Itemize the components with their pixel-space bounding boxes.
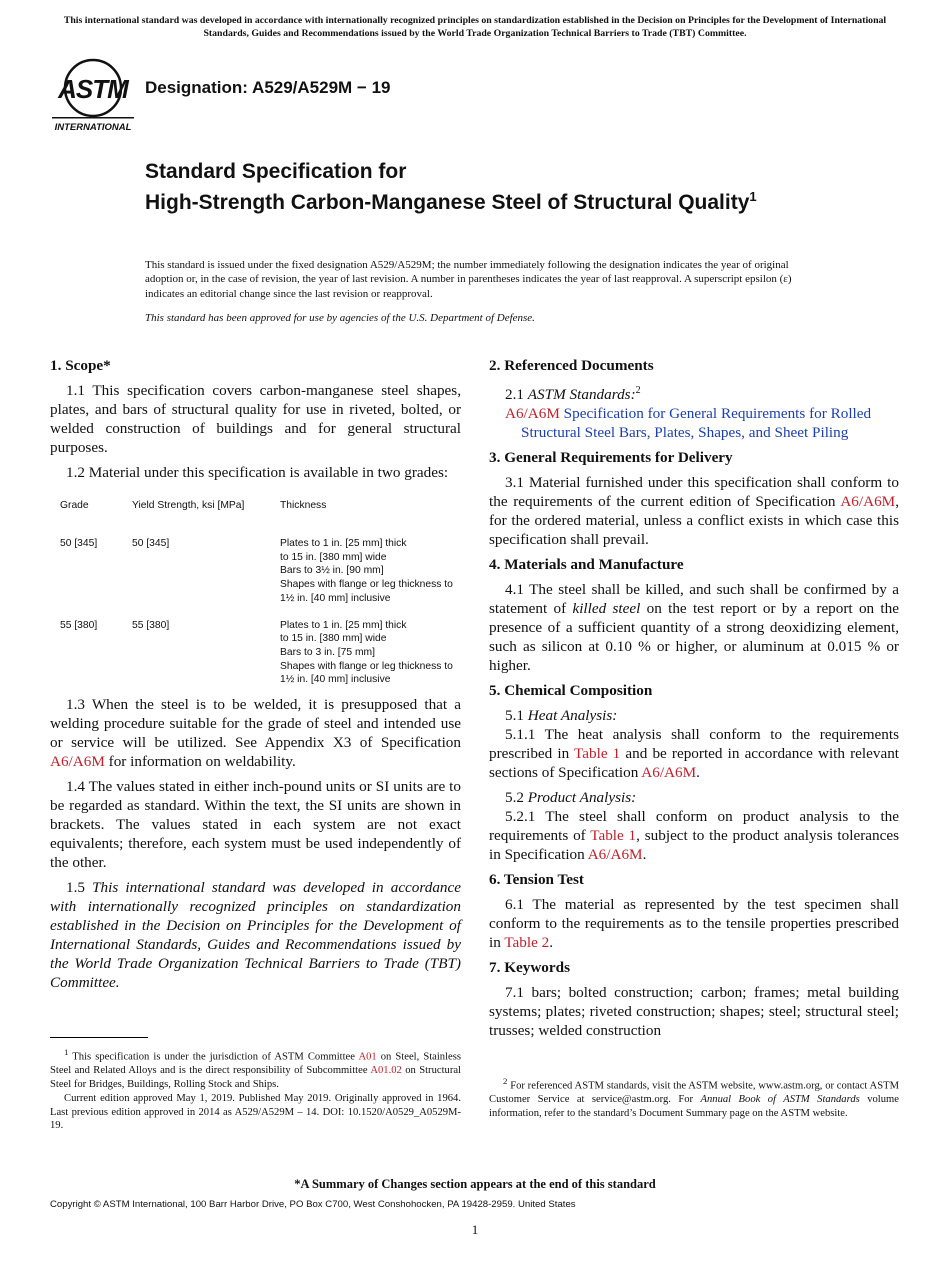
- logo-letters: ASTM: [58, 74, 128, 104]
- copyright-line: Copyright © ASTM International, 100 Barr Harbor Drive, PO Box C700, West Conshohocken, PA 19428-2959. United States: [50, 1199, 576, 1210]
- para-1-3: 1.3 When the steel is to be welded, it is presupposed that a welding procedure suitable for the grade of steel and intended use or service will be utilized. See Appendix X3 of Specification A6/A6M for information on weldability.: [50, 696, 461, 771]
- para-5-2-1: 5.2.1 The steel shall conform on product analysis to the requirements of Table 1, subject to the product analysis tolerances in Specification A6/A6M.: [489, 808, 899, 864]
- footnote-1: $^1$ This specification is under the jurisdiction of ASTM Committee A01 on Steel, Stainless Steel and Related Alloys and is the direct responsibility of Subcommittee A01.02 on Structural Steel for Bridges, Buildings, Rolling Stock and Ships.: [50, 1047, 461, 1090]
- table-row: [50, 524, 461, 606]
- para-2-1: 2.1 ASTM Standards:$^2$: [505, 385, 641, 404]
- table-header-row: [50, 488, 461, 524]
- astm-logo: [52, 57, 134, 135]
- row2-thickness: Plates to 1 in. [25 mm] thick to 15 in. [380 mm] wide Bars to 3 in. [75 mm] Shapes with flange or leg thickness to 1½ in. [40 mm] inclusive: [280, 619, 453, 686]
- document-title: [145, 160, 785, 215]
- grades-table: [50, 488, 461, 687]
- link-table-2[interactable]: Table 2: [504, 934, 550, 952]
- top-standards-note: This international standard was developed in accordance with internationally recognized principles on standardization established in the Decision on Principles for the Development of International Standards, Guides and Recommendations issued by the World Trade Organization Technical Barriers to Trade (TBT) Committee.: [63, 15, 887, 39]
- para-3-1: 3.1 Material furnished under this specification shall conform to the requirements of the current edition of Specification A6/A6M, for the ordered material, unless a conflict exists in which case this specification shall prevail.: [489, 474, 899, 549]
- para-4-1: 4.1 The steel shall be killed, and such shall be confirmed by a statement of killed steel on the test report or by a report on the presence of a sufficient quantity of a strong deoxidizing element, such as silicon at 0.10 % or higher, or aluminum at 0.015 % or higher.: [489, 581, 899, 675]
- right-column: [489, 356, 899, 1046]
- para-1-1: 1.1 This specification covers carbon-manganese steel shapes, plates, and bars of structural quality for use in riveted, bolted, or welded construction of buildings and for general structural purposes.: [50, 382, 461, 456]
- row2-yield: 55 [380]: [132, 619, 170, 631]
- row1-grade: 50 [345]: [60, 538, 98, 549]
- para-5-1-1: 5.1.1 The heat analysis shall conform to the requirements prescribed in Table 1 and be reported in accordance with relevant sections of Specification A6/A6M.: [489, 726, 900, 782]
- std-title-link[interactable]: Specification for General Requirements for Rolled Structural Steel Bars, Plates, Shapes, and Sheet Piling: [521, 405, 872, 442]
- para-1-2: 1.2 Material under this specification is available in two grades:: [66, 464, 449, 481]
- heading-tension-test: 6. Tension Test: [489, 871, 584, 889]
- link-table-1[interactable]: Table 1: [590, 827, 637, 845]
- title-line-1: Standard Specification for: [145, 160, 407, 183]
- designation: Designation: A529/A529M − 19: [145, 78, 391, 97]
- heading-general-requirements: 3. General Requirements for Delivery: [489, 449, 733, 467]
- left-column: [50, 356, 461, 998]
- heading-keywords: 7. Keywords: [489, 959, 570, 977]
- heading-referenced-documents: 2. Referenced Documents: [489, 357, 654, 374]
- link-subcommittee-a01-02[interactable]: A01.02: [370, 1065, 402, 1077]
- footnote-2: $^2$ For referenced ASTM standards, visit the ASTM website, www.astm.org, or contact ASTM Customer Service at service@astm.org. For Annual Book of ASTM Standards volume information, refer to the standard’s Document Summary page on the ASTM website.: [489, 1076, 899, 1119]
- logo-subtitle: INTERNATIONAL: [54, 122, 132, 133]
- para-1-5: 1.5 This international standard was developed in accordance with internationally recognized principles on standardization established in the Decision on Principles for the Development of International Standards, Guides and Recommendations issued by the World Trade Organization Technical Barriers to Trade (TBT) Committee.: [50, 879, 462, 992]
- footnote-rule: [50, 1037, 148, 1038]
- row1-thickness: Plates to 1 in. [25 mm] thick to 15 in. [380 mm] wide Bars to 3½ in. [90 mm] Shapes with flange or leg thickness to 1½ in. [40 mm] inclusive: [280, 538, 453, 604]
- link-table-1[interactable]: Table 1: [574, 745, 621, 763]
- std-code-link[interactable]: A6/A6M: [505, 405, 560, 423]
- para-1-4: 1.4 The values stated in either inch-pound units or SI units are to be regarded as standard. Within the text, the SI units are shown in brackets. The values stated in each system are not exact equivalents; therefore, each system must be used independently of the other.: [50, 778, 461, 872]
- row2-grade: 55 [380]: [60, 619, 98, 631]
- link-a6-a6m[interactable]: A6/A6M: [50, 753, 105, 771]
- table-header-thickness: Thickness: [280, 500, 327, 512]
- link-a6-a6m[interactable]: A6/A6M: [641, 764, 697, 782]
- footnotes-left: [50, 1046, 461, 1134]
- para-6-1: 6.1 The material as represented by the test specimen shall conform to the requirements as to the tensile properties prescribed in Table 2.: [489, 896, 899, 952]
- table-header-yield: Yield Strength, ksi [MPa]: [132, 500, 245, 512]
- link-committee-a01[interactable]: A01: [358, 1051, 377, 1063]
- table-header-grade: Grade: [60, 500, 89, 512]
- para-5-1: 5.1 Heat Analysis:: [505, 707, 618, 725]
- referenced-standard-a6[interactable]: [489, 404, 899, 442]
- summary-of-changes-note: *A Summary of Changes section appears at the end of this standard: [294, 1177, 656, 1191]
- para-7-1: 7.1 bars; bolted construction; carbon; frames; metal building systems; plates; riveted construction; shapes; steel; structural steel; trusses; welded construction: [489, 984, 899, 1040]
- para-5-2: 5.2 Product Analysis:: [505, 789, 637, 807]
- title-line-2: High-Strength Carbon-Manganese Steel of Structural Quality$^1$: [145, 188, 757, 214]
- title-footnote-mark: 1: [749, 188, 757, 204]
- heading-scope: 1. Scope*: [50, 357, 111, 374]
- approved-note: This standard has been approved for use by agencies of the U.S. Department of Defense.: [145, 312, 535, 324]
- footnote-1-edition: Current edition approved May 1, 2019. Published May 2019. Originally approved in 1964. Last previous edition approved in 2014 as A529/A529M – 14. DOI: 10.1520/A0529_A0529M-19.: [50, 1093, 461, 1132]
- link-a6-a6m[interactable]: A6/A6M: [587, 846, 643, 864]
- footnotes-right: [489, 1075, 899, 1120]
- heading-materials: 4. Materials and Manufacture: [489, 556, 684, 574]
- table-row: [50, 606, 461, 688]
- heading-chemical-composition: 5. Chemical Composition: [489, 682, 653, 700]
- issued-note: This standard is issued under the fixed designation A529/A529M; the number immediately following the designation indicates the year of original adoption or, in the case of revision, the year of last revision. A number in parentheses indicates the year of last reapproval. A superscript epsilon (ε) indicates an editorial change since the last revision or reapproval.: [145, 259, 792, 300]
- link-a6-a6m[interactable]: A6/A6M: [840, 493, 896, 511]
- row1-yield: 50 [345]: [132, 538, 170, 549]
- page-number: 1: [471, 1222, 479, 1237]
